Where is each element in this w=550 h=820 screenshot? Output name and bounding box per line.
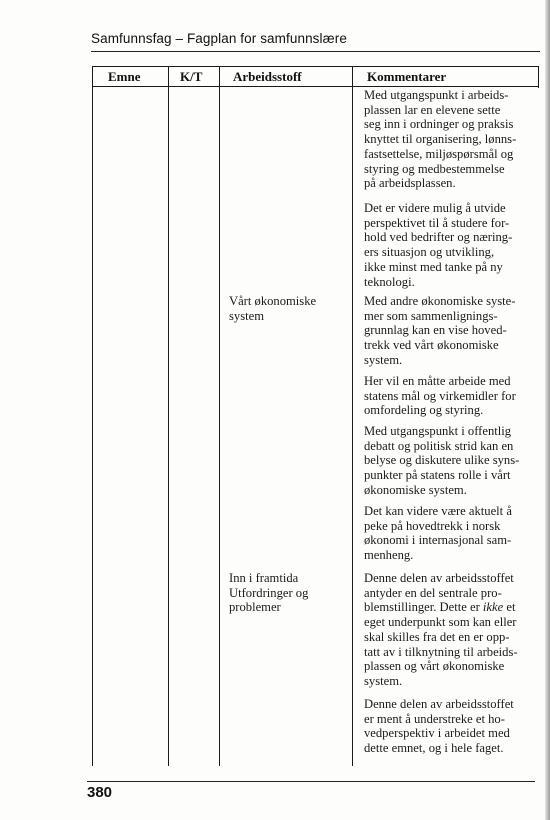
- text-line: ers situasjon og utvikling,: [364, 245, 495, 260]
- text-line: knyttet til organisering, lønns-: [364, 132, 517, 147]
- text-line: ikke minst med tanke på ny: [364, 259, 503, 274]
- text-line: system: [229, 308, 264, 323]
- text-line: peke på hovedtrekk i norsk: [364, 518, 501, 533]
- text-line: Vårt økonomiske: [229, 294, 317, 308]
- header-rule: [91, 51, 540, 52]
- table-top-border: [92, 66, 539, 67]
- text-line: trekk ved vårt økonomiske: [364, 338, 499, 353]
- text-line: plassen lar en elevene sette: [364, 102, 501, 117]
- text-line: Med utgangspunkt i arbeids-: [364, 88, 509, 102]
- column-header-kt: K/T: [180, 69, 203, 84]
- text-line: perspektivet til å studere for-: [364, 215, 510, 230]
- text-line: vedperspektiv i arbeidet med: [364, 726, 510, 741]
- text-line: på arbeidsplassen.: [364, 176, 456, 191]
- text-line: Med utgangspunkt i offentlig: [364, 424, 512, 438]
- text-line: økonomi i internasjonal sam-: [364, 533, 512, 548]
- table-right-border: [538, 66, 539, 88]
- text-line: Denne delen av arbeidsstoffet: [364, 697, 514, 711]
- text-line: tatt av i tilknytning til arbeids-: [364, 644, 518, 659]
- page-number: 380: [87, 784, 113, 801]
- text-line: fastsettelse, miljøspørsmål og: [364, 146, 514, 161]
- page-edge-shadow: [545, 0, 550, 820]
- text-fragment: et: [503, 600, 516, 615]
- kommentar-paragraph: [364, 504, 512, 563]
- column-header-kommentarer: Kommentarer: [367, 69, 447, 84]
- text-line: [364, 600, 518, 615]
- text-line: mer som sammenlignings-: [364, 308, 498, 323]
- text-line: omfordeling og styring.: [364, 403, 484, 418]
- text-line: debatt og politisk strid kan en: [364, 438, 514, 453]
- kommentar-paragraph: [364, 571, 518, 689]
- column-divider-1: [168, 66, 169, 766]
- kommentar-paragraph: [364, 294, 515, 368]
- text-line: hold ved bedrifter og næring-: [364, 230, 513, 245]
- text-line: Det kan videre være aktuelt å: [364, 504, 512, 518]
- text-line: styring og medbestemmelse: [364, 161, 505, 176]
- footer-rule: [87, 781, 535, 782]
- text-line: punkter på statens rolle i vårt: [364, 468, 511, 483]
- text-line: belyse og diskutere ulike syns-: [364, 453, 520, 468]
- text-line: plassen og vårt økonomiske: [364, 659, 505, 674]
- text-line: Denne delen av arbeidsstoffet: [364, 571, 514, 585]
- arbeidsstoff-entry: [229, 294, 316, 323]
- column-divider-3: [352, 66, 353, 766]
- emphasis-ikke: ikke: [482, 600, 504, 615]
- text-line: system.: [364, 352, 403, 367]
- kommentar-paragraph: [364, 201, 512, 289]
- text-line: menheng.: [364, 548, 414, 563]
- text-line: system.: [364, 673, 403, 688]
- text-line: problemer: [229, 600, 281, 615]
- text-line: teknologi.: [364, 274, 415, 289]
- arbeidsstoff-entry: [229, 571, 308, 615]
- kommentar-paragraph: [364, 88, 516, 191]
- text-line: Utfordringer og: [229, 585, 309, 600]
- text-line: økonomiske system.: [364, 482, 467, 497]
- text-line: Her vil en måtte arbeide med: [364, 374, 511, 388]
- text-line: er ment å understreke et ho-: [364, 711, 505, 726]
- kommentar-paragraph: [364, 424, 519, 498]
- table-left-border: [92, 66, 93, 766]
- column-header-emne: Emne: [108, 69, 141, 84]
- text-line: skal skilles fra det en er opp-: [364, 629, 510, 644]
- text-line: antyder en del sentrale pro-: [364, 585, 502, 600]
- text-line: dette emnet, og i hele faget.: [364, 741, 504, 756]
- text-fragment: blemstillinger. Dette er: [364, 600, 483, 615]
- text-line: seg inn i ordninger og praksis: [364, 117, 514, 132]
- running-head: Samfunnsfag – Fagplan for samfunnslære: [91, 31, 347, 46]
- kommentar-paragraph: [364, 374, 516, 418]
- column-header-arbeidsstoff: Arbeidsstoff: [233, 69, 302, 84]
- kommentar-paragraph: [364, 697, 514, 756]
- text-line: Inn i framtida: [229, 571, 299, 585]
- column-divider-2: [219, 66, 220, 766]
- table-header-border: [92, 86, 539, 87]
- text-line: Det er videre mulig å utvide: [364, 201, 506, 215]
- text-line: grunnlag kan en vise hoved-: [364, 323, 507, 338]
- text-line: statens mål og virkemidler for: [364, 388, 516, 403]
- text-line: eget underpunkt som kan eller: [364, 615, 517, 630]
- text-line: Med andre økonomiske syste-: [364, 294, 516, 308]
